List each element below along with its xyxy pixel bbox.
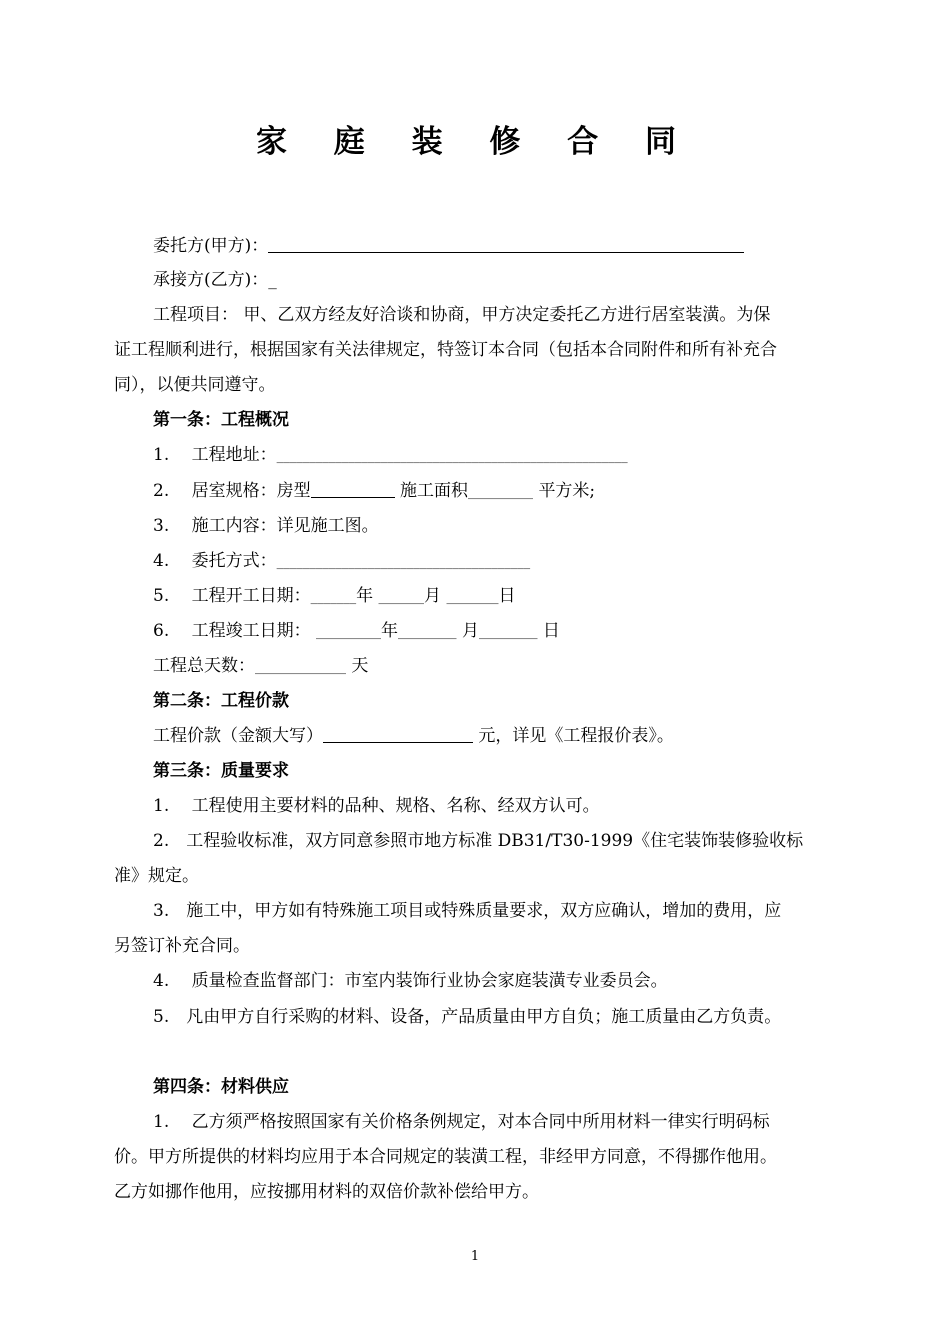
price-line [153, 724, 674, 748]
room-type-label: 2. 居室规格：房型 [153, 481, 311, 501]
article1-item3: 3. 施工内容：详见施工图。 [153, 516, 379, 536]
commission-label: 4. 委托方式： [153, 551, 277, 571]
article3-item2-line1: 2. 工程验收标准，双方同意参照市地方标准 DB31/T30-1999《住宅装饰装修验收标 [153, 831, 804, 851]
price-label: 工程价款（金额大写） [153, 726, 323, 746]
end-year-unit: 年 [381, 621, 399, 641]
party-a-line [153, 234, 744, 258]
start-day-unit: 日 [498, 586, 516, 606]
total-days-line [153, 654, 368, 680]
end-date-label: 6. 工程竣工日期： [153, 621, 311, 641]
party-b-line [153, 268, 277, 292]
document-title: 家 庭 装 修 合 同 [256, 124, 694, 160]
article3-item3-line2: 另签订补充合同。 [114, 936, 250, 956]
start-month-unit: 月 [424, 586, 442, 606]
article2-heading: 第二条：工程价款 [153, 691, 289, 711]
end-month-unit: 月 [461, 621, 479, 641]
price-suffix: 元，详见《工程报价表》。 [478, 726, 674, 746]
party-b-label: 承接方(乙方)： [153, 270, 269, 290]
area-blank[interactable]: __________ [468, 485, 534, 500]
party-a-label: 委托方(甲方)： [153, 236, 269, 256]
address-label: 1. 工程地址： [153, 445, 277, 465]
article1-item2 [153, 479, 595, 505]
end-year-blank[interactable]: __________ [316, 625, 382, 640]
intro-line-1: 工程项目： 甲、乙双方经友好洽谈和协商，甲方决定委托乙方进行居室装潢。为保 [153, 305, 771, 325]
area-label: 施工面积 [400, 481, 469, 501]
price-blank[interactable] [323, 724, 473, 743]
end-day-unit: 日 [542, 621, 560, 641]
party-a-blank[interactable] [268, 234, 744, 253]
commission-blank[interactable]: _______________________________________ [276, 555, 531, 570]
party-b-blank[interactable]: _ [268, 270, 277, 290]
article3-heading: 第三条：质量要求 [153, 761, 289, 781]
article1-item6 [153, 619, 560, 645]
article4-heading: 第四条：材料供应 [153, 1077, 289, 1097]
total-days-label: 工程总天数： [153, 656, 255, 676]
article3-item3-line1: 3. 施工中，甲方如有特殊施工项目或特殊质量要求，双方应确认，增加的费用，应 [153, 901, 782, 921]
article3-item5: 5. 凡由甲方自行采购的材料、设备，产品质量由甲方自负；施工质量由乙方负责。 [153, 1007, 782, 1027]
address-blank[interactable]: ______________________________________________________ [276, 449, 628, 464]
start-day-blank[interactable]: ________ [446, 590, 499, 605]
article3-item1: 1. 工程使用主要材料的品种、规格、名称、经双方认可。 [153, 796, 600, 816]
total-days-blank[interactable]: ______________ [255, 660, 346, 675]
article3-item4: 4. 质量检查监督部门：市室内装饰行业协会家庭装潢专业委员会。 [153, 971, 668, 991]
page-number: 1 [470, 1249, 480, 1264]
article3-item2-line2: 准》规定。 [114, 866, 199, 886]
total-days-unit: 天 [351, 656, 369, 676]
article4-item1-line1: 1. 乙方须严格按照国家有关价格条例规定，对本合同中所用材料一律实行明码标 [153, 1112, 770, 1132]
article1-item1 [153, 443, 628, 469]
start-month-blank[interactable]: _______ [378, 590, 425, 605]
start-year-blank[interactable]: _______ [310, 590, 357, 605]
article4-item1-line3: 乙方如挪作他用，应按挪用材料的双倍价款补偿给甲方。 [114, 1182, 539, 1202]
article4-item1-line2: 价。甲方所提供的材料均应用于本合同规定的装潢工程，非经甲方同意，不得挪作他用。 [114, 1147, 777, 1167]
article1-item5 [153, 584, 515, 610]
article1-heading: 第一条：工程概况 [153, 410, 289, 430]
start-date-label: 5. 工程开工日期： [153, 586, 311, 606]
area-unit: 平方米; [538, 481, 596, 501]
intro-line-2: 证工程顺利进行，根据国家有关法律规定，特签订本合同（包括本合同附件和所有补充合 [114, 340, 777, 360]
room-type-blank[interactable] [311, 479, 395, 498]
intro-line-3: 同），以便共同遵守。 [114, 375, 276, 395]
end-month-blank[interactable]: _________ [398, 625, 457, 640]
start-year-unit: 年 [356, 586, 374, 606]
end-day-blank[interactable]: _________ [478, 625, 538, 640]
article1-item4 [153, 549, 530, 575]
